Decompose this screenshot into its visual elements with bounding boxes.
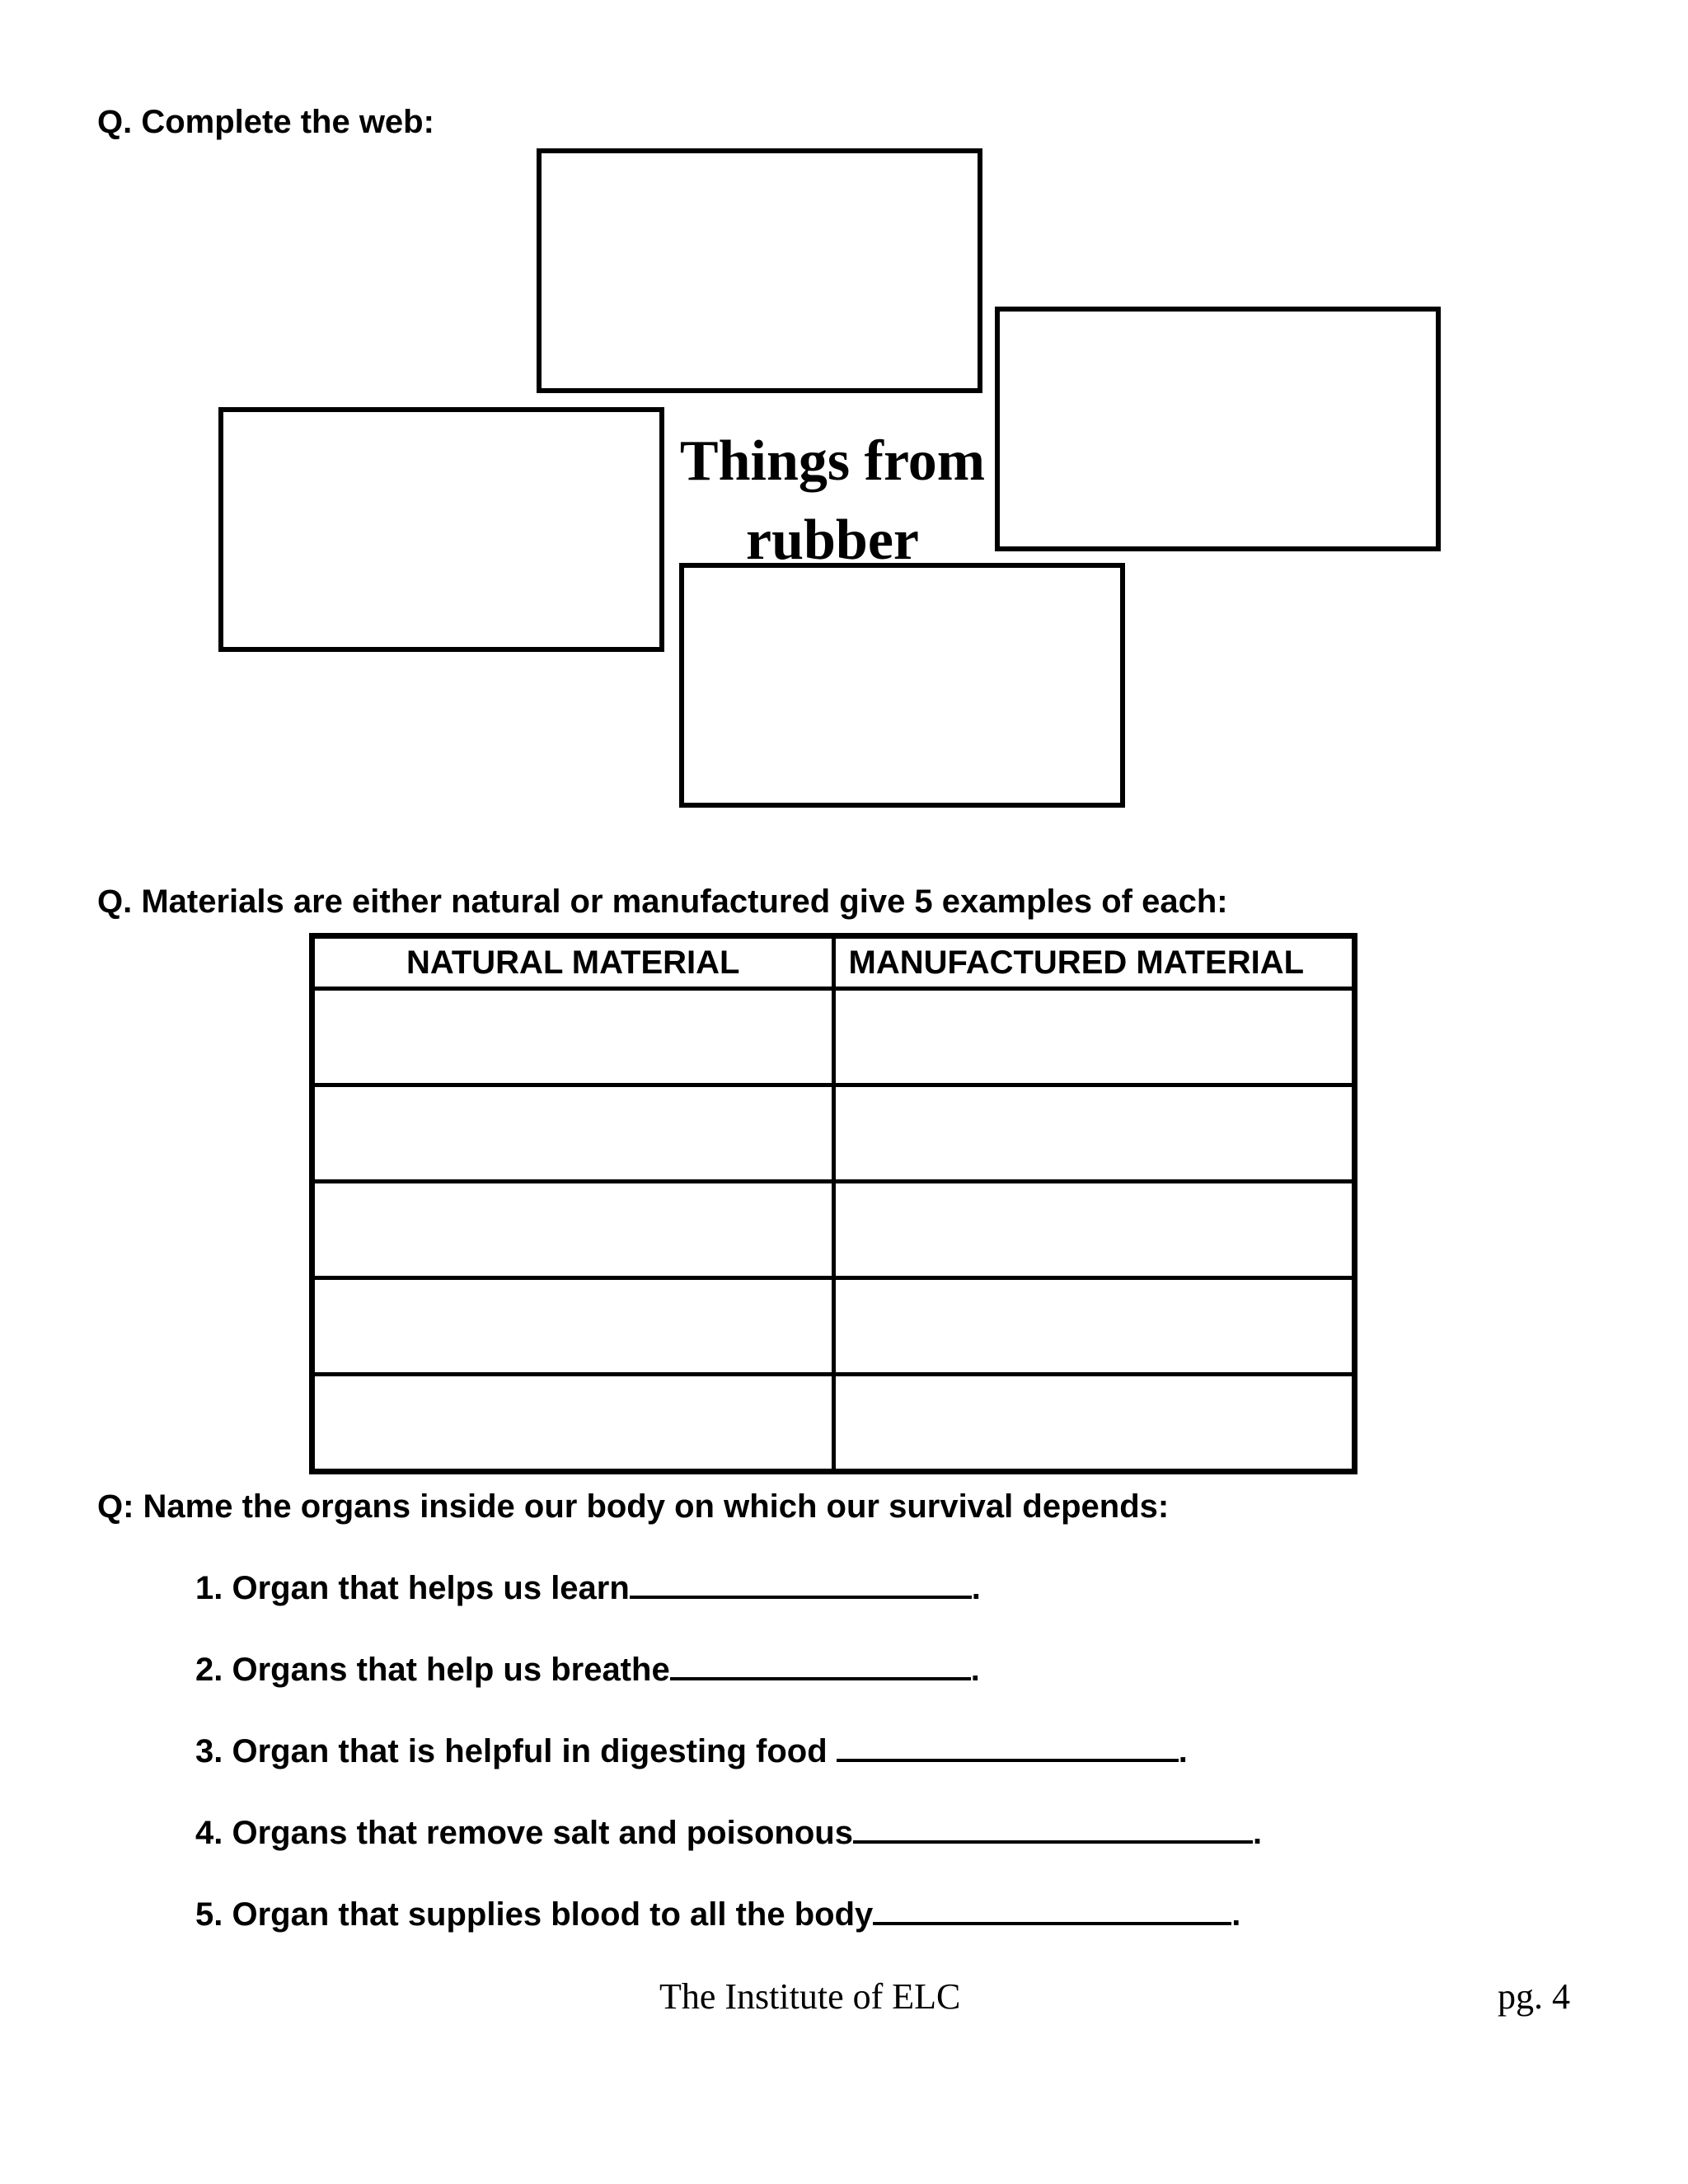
natural-material-cell[interactable] [312,989,834,1085]
answer-blank[interactable] [837,1734,1179,1762]
organ-item-text: 5. Organ that supplies blood to all the body [195,1896,874,1933]
natural-material-cell[interactable] [312,1375,834,1472]
natural-material-cell[interactable] [312,1278,834,1375]
table-row [312,1278,1355,1375]
natural-material-cell[interactable] [312,1182,834,1278]
footer-institute: The Institute of ELC [659,1976,961,2017]
natural-material-header: NATURAL MATERIAL [312,936,834,989]
organ-item-end: . [1231,1896,1241,1933]
table-row [312,1182,1355,1278]
web-answer-box-left[interactable] [218,407,664,652]
organ-item-breathe [195,1652,980,1686]
manufactured-material-header: MANUFACTURED MATERIAL [833,936,1355,989]
organs-question-prompt: Q: Name the organs inside our body on which our survival depends: [97,1488,1170,1525]
natural-material-cell[interactable] [312,1085,834,1182]
manufactured-material-cell[interactable] [833,1085,1355,1182]
table-row [312,1085,1355,1182]
answer-blank[interactable] [670,1652,971,1680]
manufactured-material-cell[interactable] [833,1278,1355,1375]
organ-item-end: . [971,1570,981,1606]
manufactured-material-cell[interactable] [833,1375,1355,1472]
materials-table-header-row [312,936,1355,989]
materials-table [309,933,1357,1474]
manufactured-material-cell[interactable] [833,989,1355,1085]
table-row [312,989,1355,1085]
organ-item-text: 1. Organ that helps us learn [195,1570,630,1606]
organ-item-end: . [1252,1815,1263,1851]
organ-item-text: 2. Organs that help us breathe [195,1652,670,1688]
web-answer-box-top[interactable] [537,148,982,393]
web-answer-box-right[interactable] [995,307,1441,551]
organ-item-digest [195,1734,1188,1768]
web-center-label-line2: rubber [746,509,919,572]
web-center-label [659,422,1006,580]
answer-blank[interactable] [873,1897,1231,1925]
organ-item-text: 3. Organ that is helpful in digesting food [195,1733,837,1769]
answer-blank[interactable] [853,1816,1253,1844]
table-row [312,1375,1355,1472]
footer-page-number: pg. 4 [1498,1976,1570,2017]
web-question-prompt: Q. Complete the web: [97,104,434,140]
organ-item-end: . [970,1652,980,1688]
organ-item-blood [195,1897,1240,1931]
organ-item-text: 4. Organs that remove salt and poisonous [195,1815,853,1851]
organ-item-learn [195,1571,981,1605]
organ-item-remove-salt [195,1816,1262,1849]
materials-question-prompt: Q. Materials are either natural or manufactured give 5 examples of each: [97,883,1228,920]
answer-blank[interactable] [630,1571,972,1599]
web-answer-box-bottom[interactable] [679,563,1125,808]
web-center-label-line1: Things from [679,429,986,493]
organ-item-end: . [1178,1733,1188,1769]
manufactured-material-cell[interactable] [833,1182,1355,1278]
